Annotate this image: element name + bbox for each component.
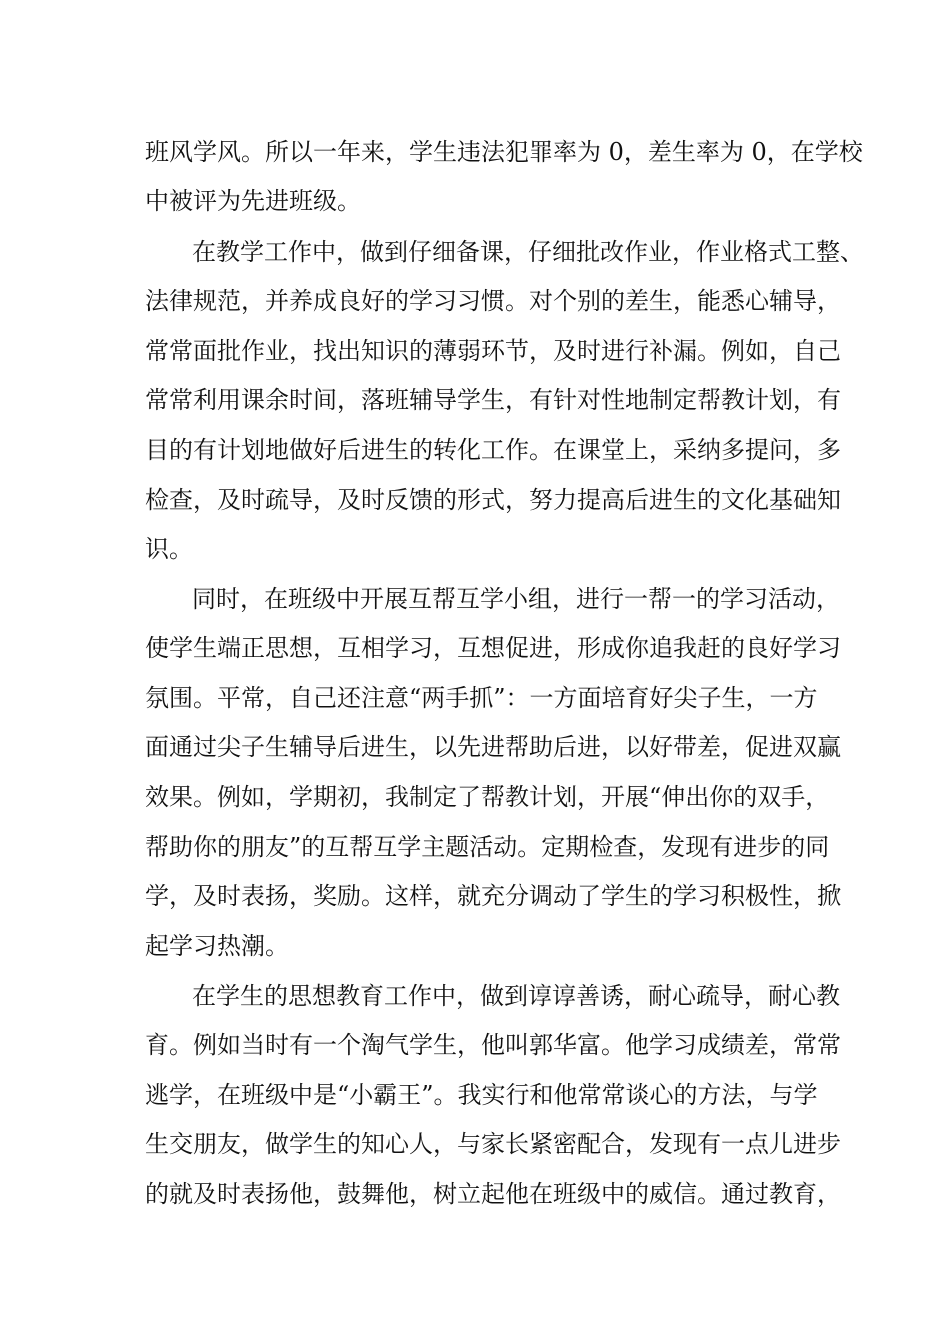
text-line: 育。例如当时有一个淘气学生，他叫郭华富。他学习成绩差，常常 xyxy=(145,1031,841,1059)
text-line: 在学生的思想教育工作中，做到谆谆善诱，耐心疏导，耐心教 xyxy=(192,982,840,1010)
text-line: 同时，在班级中开展互帮互学小组，进行一帮一的学习活动， xyxy=(192,585,840,613)
text-line: 在教学工作中，做到仔细备课，仔细批改作业，作业格式工整、 xyxy=(192,238,864,266)
text-line: 使学生端正思想，互相学习，互想促进，形成你追我赶的良好学习 xyxy=(145,634,841,662)
text-line: 帮助你的朋友”的互帮互学主题活动。定期检查，发现有进步的同 xyxy=(145,833,830,861)
text-line: 常常利用课余时间，落班辅导学生，有针对性地制定帮教计划，有 xyxy=(145,386,841,414)
text-line: 起学习热潮。 xyxy=(145,932,289,960)
text-line: 法律规范，并养成良好的学习习惯。对个别的差生，能悉心辅导， xyxy=(145,287,841,315)
text-line: 中被评为先进班级。 xyxy=(145,187,361,215)
text-line: 效果。例如，学期初，我制定了帮教计划，开展“伸出你的双手， xyxy=(145,783,830,811)
text-line: 识。 xyxy=(145,535,193,563)
text-line: 逃学，在班级中是“小霸王”。我实行和他常常谈心的方法，与学 xyxy=(145,1081,818,1109)
text-line: 的就及时表扬他，鼓舞他，树立起他在班级中的威信。通过教育， xyxy=(145,1180,841,1208)
text-line: 常常面批作业，找出知识的薄弱环节，及时进行补漏。例如，自己 xyxy=(145,337,841,365)
text-line: 检查，及时疏导，及时反馈的形式，努力提高后进生的文化基础知 xyxy=(145,486,841,514)
text-line: 班风学风。所以一年来，学生违法犯罪率为 0，差生率为 0，在学校 xyxy=(145,138,863,166)
text-line: 氛围。平常，自己还注意“两手抓”：一方面培育好尖子生，一方 xyxy=(145,684,818,712)
text-line: 目的有计划地做好后进生的转化工作。在课堂上，采纳多提问，多 xyxy=(145,436,841,464)
text-line: 学，及时表扬，奖励。这样，就充分调动了学生的学习积极性，掀 xyxy=(145,882,841,910)
text-line: 生交朋友，做学生的知心人，与家长紧密配合，发现有一点儿进步 xyxy=(145,1130,841,1158)
text-line: 面通过尖子生辅导后进生，以先进帮助后进，以好带差，促进双赢 xyxy=(145,733,841,761)
